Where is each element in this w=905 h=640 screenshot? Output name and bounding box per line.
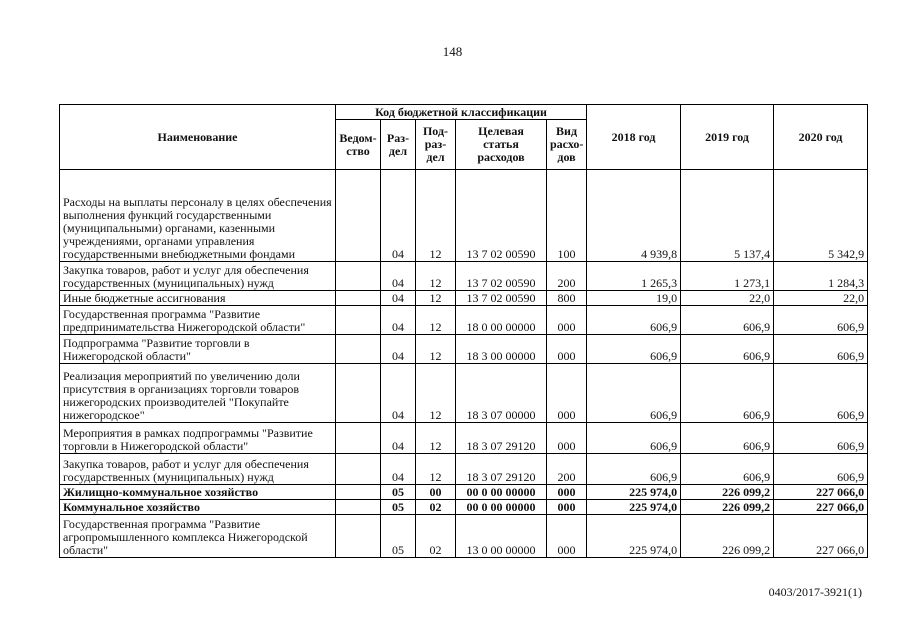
- row-2020: 606,9: [774, 423, 868, 454]
- header-2018: 2018 год: [587, 105, 681, 170]
- row-ved: [336, 335, 381, 364]
- row-2020: 227 066,0: [774, 500, 868, 515]
- row-name: Подпрограмма "Развитие торговли в Нижегородской области": [60, 335, 336, 364]
- row-2018: 225 974,0: [587, 515, 681, 558]
- row-razdel: 04: [381, 170, 416, 262]
- row-2018: 606,9: [587, 454, 681, 485]
- row-2019: 606,9: [681, 306, 774, 335]
- row-razdel: 05: [381, 515, 416, 558]
- row-2019: 606,9: [681, 335, 774, 364]
- table-row: [60, 364, 868, 423]
- row-2020: 5 342,9: [774, 170, 868, 262]
- row-podrazdel: 12: [416, 364, 456, 423]
- row-name: Государственная программа "Развитие предпринимательства Нижегородской области": [60, 306, 336, 335]
- row-cs: 13 0 00 00000: [456, 515, 547, 558]
- row-vid: 200: [547, 262, 587, 291]
- row-vid: 000: [547, 515, 587, 558]
- row-ved: [336, 291, 381, 306]
- row-2019: 5 137,4: [681, 170, 774, 262]
- row-name: Государственная программа "Развитие агропромышленного комплекса Нижегородской области": [60, 515, 336, 558]
- row-cs: 18 3 07 29120: [456, 423, 547, 454]
- row-podrazdel: 02: [416, 515, 456, 558]
- row-podrazdel: 12: [416, 423, 456, 454]
- row-podrazdel: 00: [416, 485, 456, 500]
- header-podrazdel: Под-раз-дел: [416, 120, 456, 170]
- row-2018: 19,0: [587, 291, 681, 306]
- header-code-group: Код бюджетной классификации: [336, 105, 587, 120]
- row-cs: 18 0 00 00000: [456, 306, 547, 335]
- header-vedomstvo: Ведом-ство: [336, 120, 381, 170]
- table-row: [60, 291, 868, 306]
- row-ved: [336, 515, 381, 558]
- row-2020: 606,9: [774, 454, 868, 485]
- table-row: [60, 423, 868, 454]
- table-row: [60, 515, 868, 558]
- row-2019: 606,9: [681, 423, 774, 454]
- header-name: Наименование: [60, 105, 336, 170]
- row-ved: [336, 262, 381, 291]
- row-razdel: 04: [381, 306, 416, 335]
- row-vid: 000: [547, 423, 587, 454]
- row-vid: 000: [547, 306, 587, 335]
- row-razdel: 04: [381, 335, 416, 364]
- row-razdel: 04: [381, 262, 416, 291]
- row-2020: 227 066,0: [774, 515, 868, 558]
- row-cs: 13 7 02 00590: [456, 170, 547, 262]
- row-podrazdel: 02: [416, 500, 456, 515]
- header-vid: Вид расхо-дов: [547, 120, 587, 170]
- row-razdel: 04: [381, 423, 416, 454]
- row-cs: 18 3 07 29120: [456, 454, 547, 485]
- header-2020: 2020 год: [774, 105, 868, 170]
- row-2018: 606,9: [587, 335, 681, 364]
- budget-table: [59, 104, 868, 558]
- row-name: Реализация мероприятий по увеличению доли присутствия в организациях торговли товаров нижегородских производителей "Покупайте нижегородское": [60, 364, 336, 423]
- table-row: [60, 335, 868, 364]
- table-row: [60, 262, 868, 291]
- row-2019: 606,9: [681, 364, 774, 423]
- row-vid: 000: [547, 335, 587, 364]
- row-name: Жилищно-коммунальное хозяйство: [60, 485, 336, 500]
- row-razdel: 04: [381, 291, 416, 306]
- header-2019: 2019 год: [681, 105, 774, 170]
- row-razdel: 05: [381, 500, 416, 515]
- row-2019: 606,9: [681, 454, 774, 485]
- row-2019: 22,0: [681, 291, 774, 306]
- row-2020: 606,9: [774, 306, 868, 335]
- row-name: Иные бюджетные ассигнования: [60, 291, 336, 306]
- row-vid: 800: [547, 291, 587, 306]
- table-row: [60, 306, 868, 335]
- row-vid: 100: [547, 170, 587, 262]
- row-podrazdel: 12: [416, 170, 456, 262]
- table-row: [60, 500, 868, 515]
- row-cs: 00 0 00 00000: [456, 485, 547, 500]
- row-vid: 000: [547, 485, 587, 500]
- row-ved: [336, 454, 381, 485]
- table-row: [60, 485, 868, 500]
- row-ved: [336, 364, 381, 423]
- row-2018: 606,9: [587, 306, 681, 335]
- row-2019: 1 273,1: [681, 262, 774, 291]
- row-vid: 200: [547, 454, 587, 485]
- row-2020: 22,0: [774, 291, 868, 306]
- row-2018: 1 265,3: [587, 262, 681, 291]
- row-name: Расходы на выплаты персоналу в целях обеспечения выполнения функций государственными (муниципальными) органами, казенными учреждениями, органами управления государственными внебюджетными фондами: [60, 170, 336, 262]
- row-2019: 226 099,2: [681, 485, 774, 500]
- row-podrazdel: 12: [416, 291, 456, 306]
- row-podrazdel: 12: [416, 335, 456, 364]
- row-cs: 18 3 00 00000: [456, 335, 547, 364]
- row-cs: 00 0 00 00000: [456, 500, 547, 515]
- row-2020: 606,9: [774, 364, 868, 423]
- page-number: 148: [442, 44, 463, 59]
- row-cs: 13 7 02 00590: [456, 291, 547, 306]
- row-podrazdel: 12: [416, 262, 456, 291]
- row-2020: 227 066,0: [774, 485, 868, 500]
- row-podrazdel: 12: [416, 454, 456, 485]
- row-2018: 225 974,0: [587, 500, 681, 515]
- row-cs: 13 7 02 00590: [456, 262, 547, 291]
- header-razdel: Раз-дел: [381, 120, 416, 170]
- row-podrazdel: 12: [416, 306, 456, 335]
- row-ved: [336, 170, 381, 262]
- row-name: Мероприятия в рамках подпрограммы "Развитие торговли в Нижегородской области": [60, 423, 336, 454]
- row-vid: 000: [547, 500, 587, 515]
- row-2020: 1 284,3: [774, 262, 868, 291]
- row-2018: 4 939,8: [587, 170, 681, 262]
- header-celevaya: Целевая статья расходов: [456, 120, 547, 170]
- row-ved: [336, 423, 381, 454]
- row-vid: 000: [547, 364, 587, 423]
- row-cs: 18 3 07 00000: [456, 364, 547, 423]
- row-ved: [336, 500, 381, 515]
- row-name: Закупка товаров, работ и услуг для обеспечения государственных (муниципальных) нужд: [60, 262, 336, 291]
- row-razdel: 04: [381, 454, 416, 485]
- row-ved: [336, 485, 381, 500]
- table-row: [60, 454, 868, 485]
- row-razdel: 04: [381, 364, 416, 423]
- row-name: Закупка товаров, работ и услуг для обеспечения государственных (муниципальных) нужд: [60, 454, 336, 485]
- table-row: [60, 170, 868, 262]
- document-code: 0403/2017-3921(1): [768, 585, 862, 599]
- row-2018: 606,9: [587, 423, 681, 454]
- row-2018: 225 974,0: [587, 485, 681, 500]
- row-razdel: 05: [381, 485, 416, 500]
- row-2019: 226 099,2: [681, 500, 774, 515]
- row-2019: 226 099,2: [681, 515, 774, 558]
- row-ved: [336, 306, 381, 335]
- row-2020: 606,9: [774, 335, 868, 364]
- row-2018: 606,9: [587, 364, 681, 423]
- row-name: Коммунальное хозяйство: [60, 500, 336, 515]
